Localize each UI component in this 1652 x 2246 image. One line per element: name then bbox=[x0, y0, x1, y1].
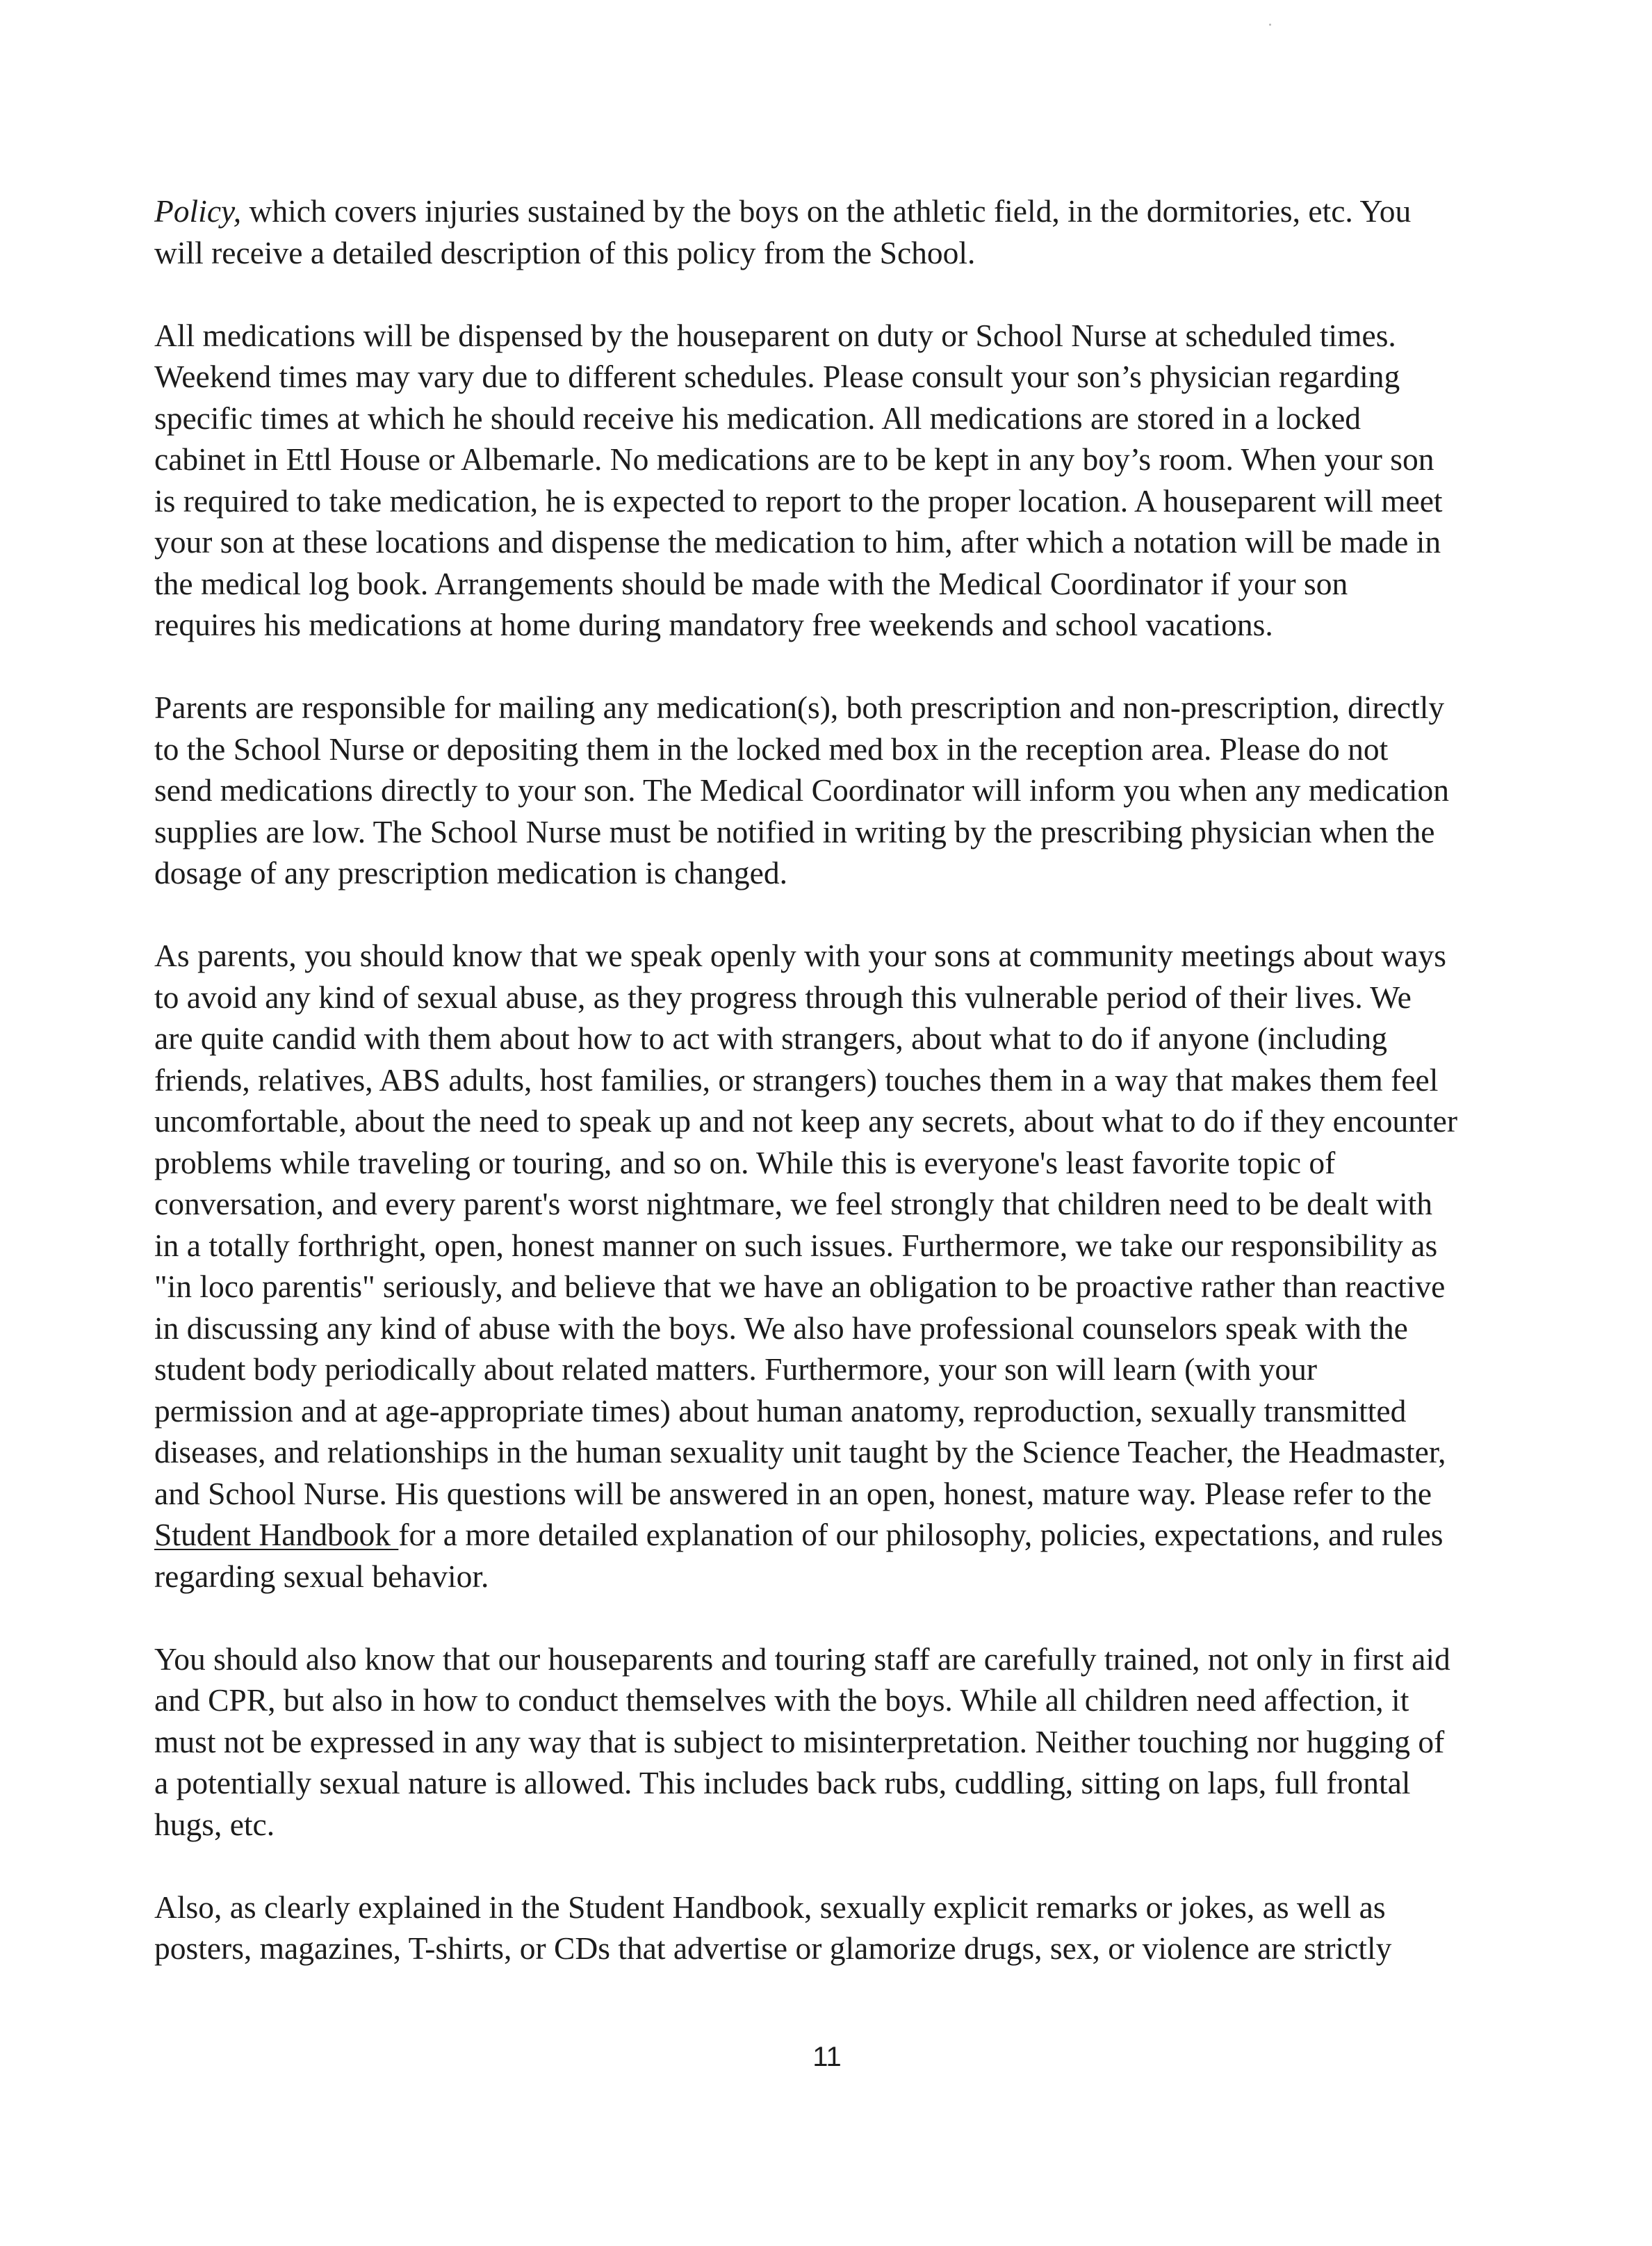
text-line: must not be expressed in any way that is subject to misinterpretation. Neither touching nor hugging of bbox=[154, 1723, 1445, 1759]
emphasis-policy: Policy, bbox=[154, 193, 242, 229]
body-text bbox=[154, 190, 1600, 1969]
text-line: and School Nurse. His questions will be answered in an open, honest, mature way. Please refer to the bbox=[154, 1475, 1432, 1511]
text-line: and CPR, but also in how to conduct themselves with the boys. While all children need affection, it bbox=[154, 1682, 1409, 1718]
text-line: All medications will be dispensed by the houseparent on duty or School Nurse at scheduled times. bbox=[154, 317, 1396, 353]
text-line: to the School Nurse or depositing them in the locked med box in the reception area. Please do not bbox=[154, 731, 1389, 767]
text-line: is required to take medication, he is expected to report to the proper location. A houseparent will meet bbox=[154, 482, 1443, 519]
student-handbook-reference: Student Handbook bbox=[154, 1517, 399, 1552]
text-line: student body periodically about related matters. Furthermore, your son will learn (with your bbox=[154, 1351, 1317, 1387]
text-line: regarding sexual behavior. bbox=[154, 1558, 489, 1594]
page-number: 11 bbox=[812, 2042, 842, 2072]
text-line: posters, magazines, T-shirts, or CDs that advertise or glamorize drugs, sex, or violence are strictly bbox=[154, 1930, 1392, 1966]
text-line: hugs, etc. bbox=[154, 1806, 275, 1842]
text-line: supplies are low. The School Nurse must be notified in writing by the prescribing physician when the bbox=[154, 813, 1435, 849]
text-line: are quite candid with them about how to act with strangers, about what to do if anyone (including bbox=[154, 1020, 1388, 1056]
text-line: "in loco parentis" seriously, and believe that we have an obligation to be proactive rather than reactive bbox=[154, 1269, 1446, 1304]
paragraph-staff-training bbox=[154, 1638, 1600, 1846]
text-line: Parents are responsible for mailing any medication(s), both prescription and non-prescription, directly bbox=[154, 690, 1445, 725]
text-line: Also, as clearly explained in the Student Handbook, sexually explicit remarks or jokes, as well as bbox=[154, 1889, 1386, 1925]
text-line: Policy, which covers injuries sustained by the boys on the athletic field, in the dormitories, etc. You bbox=[154, 193, 1412, 229]
text-line: to avoid any kind of sexual abuse, as they progress through this vulnerable period of their lives. We bbox=[154, 979, 1412, 1015]
text-line: As parents, you should know that we speak openly with your sons at community meetings about ways bbox=[154, 938, 1446, 973]
text-line: dosage of any prescription medication is changed. bbox=[154, 855, 787, 890]
text-line: problems while traveling or touring, and so on. While this is everyone's least favorite topic of bbox=[154, 1144, 1336, 1180]
text-line: requires his medications at home during mandatory free weekends and school vacations. bbox=[154, 607, 1273, 642]
text-line: in discussing any kind of abuse with the boys. We also have professional counselors speak with the bbox=[154, 1310, 1408, 1346]
paragraph-abuse-prevention bbox=[154, 935, 1600, 1597]
text-line: the medical log book. Arrangements should be made with the Medical Coordinator if your son bbox=[154, 565, 1348, 601]
scan-speck bbox=[1269, 24, 1271, 26]
text-line: specific times at which he should receive his medication. All medications are stored in a locked bbox=[154, 400, 1361, 436]
text-line: cabinet in Ettl House or Albemarle. No medications are to be kept in any boy’s room. When your son bbox=[154, 441, 1434, 477]
text-line: uncomfortable, about the need to speak up and not keep any secrets, about what to do if they encounter bbox=[154, 1103, 1458, 1139]
paragraph-insurance-policy bbox=[154, 190, 1600, 273]
text-line: your son at these locations and dispense the medication to him, after which a notation will be made in bbox=[154, 524, 1441, 560]
text-line: will receive a detailed description of this policy from the School. bbox=[154, 234, 976, 270]
text-line: You should also know that our houseparents and touring staff are carefully trained, not only in first aid bbox=[154, 1641, 1450, 1677]
text-line: permission and at age-appropriate times) about human anatomy, reproduction, sexually transmitted bbox=[154, 1392, 1407, 1429]
text-line: diseases, and relationships in the human sexuality unit taught by the Science Teacher, the Headmaster, bbox=[154, 1434, 1446, 1470]
paragraph-explicit-material bbox=[154, 1887, 1600, 1969]
paragraph-medication-mailing bbox=[154, 687, 1600, 894]
text-line: friends, relatives, ABS adults, host families, or strangers) touches them in a way that makes them feel bbox=[154, 1061, 1439, 1098]
text-line: Student Handbook for a more detailed explanation of our philosophy, policies, expectations, and rules bbox=[154, 1517, 1444, 1552]
paragraph-medications-dispensing bbox=[154, 315, 1600, 646]
text-line: conversation, and every parent's worst nightmare, we feel strongly that children need to be dealt with bbox=[154, 1186, 1432, 1221]
text-line: Weekend times may vary due to different schedules. Please consult your son’s physician regarding bbox=[154, 359, 1400, 394]
text-line: a potentially sexual nature is allowed. This includes back rubs, cuddling, sitting on laps, full frontal bbox=[154, 1765, 1411, 1800]
text-line: send medications directly to your son. The Medical Coordinator will inform you when any medication bbox=[154, 772, 1449, 808]
text-line: in a totally forthright, open, honest manner on such issues. Furthermore, we take our responsibility as bbox=[154, 1227, 1438, 1263]
